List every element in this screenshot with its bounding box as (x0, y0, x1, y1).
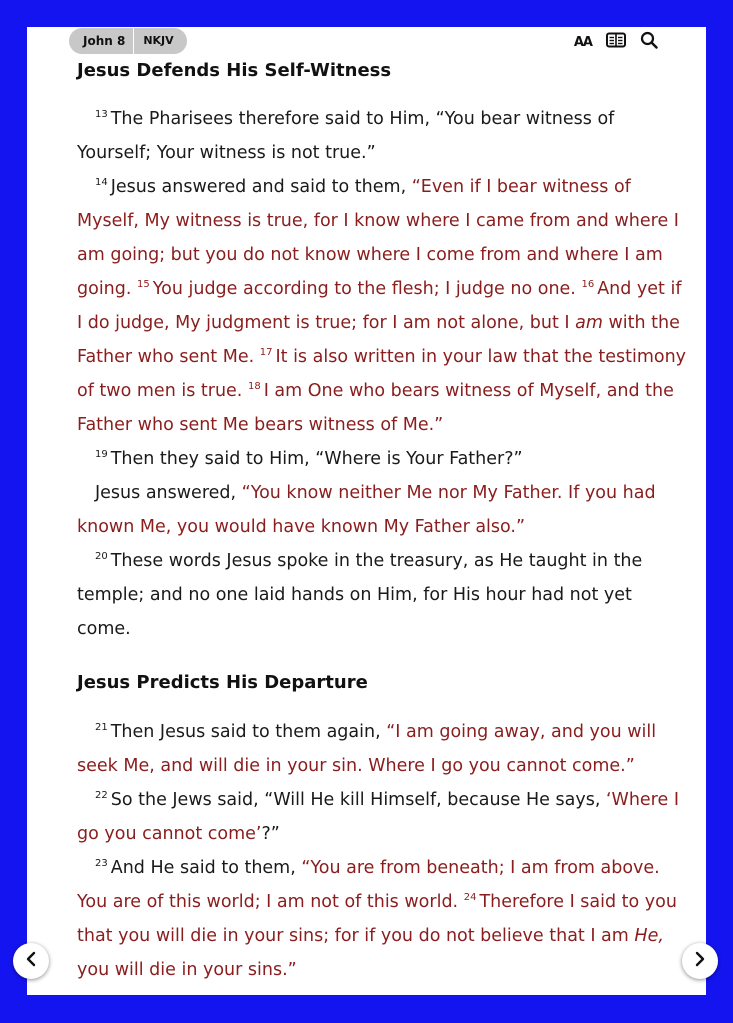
section-heading: Jesus Predicts His Departure (77, 672, 368, 693)
font-size-icon[interactable]: AA (573, 34, 592, 50)
passage-selector[interactable] (69, 28, 187, 54)
verse-number: 17 (259, 347, 273, 359)
verse-number: 14 (95, 177, 108, 189)
verse-line: go you cannot come’?” (77, 824, 280, 844)
verse-line: known Me, you would have known My Father also.” (77, 517, 526, 537)
verse-line: Myself, My witness is true, for I know where I came from and where I (77, 211, 679, 231)
verse-line: that you will die in your sins; for if you do not believe that I am He, (77, 926, 664, 946)
verse-line: Father who sent Me bears witness of Me.” (77, 415, 444, 435)
verse-line: Yourself; Your witness is not true.” (77, 143, 376, 163)
previous-chapter-button[interactable] (13, 943, 49, 979)
verse-line: $^{19}$ Then they said to Him, “Where is Your Father?” (95, 449, 523, 469)
verse-line: $^{14}$ Jesus answered and said to them, “Even if I bear witness of (95, 177, 631, 197)
verse-line: $^{21}$ Then Jesus said to them again, “I am going away, and you will (95, 722, 657, 742)
book-reader-icon[interactable] (606, 32, 626, 52)
reader-screen (27, 27, 706, 995)
verse-line: Father who sent Me. $^{17}$ It is also written in your law that the testimony (77, 347, 687, 367)
verse-number: 13 (95, 109, 108, 121)
version-button[interactable]: NKJV (143, 34, 174, 47)
section-heading: Jesus Defends His Self-Witness (77, 60, 392, 81)
verse-line: I do judge, My judgment is true; for I am not alone, but I am with the (77, 313, 680, 333)
verse-line: of two men is true. $^{18}$ I am One who bears witness of Myself, and the (77, 381, 674, 401)
verse-line: come. (77, 619, 131, 639)
verse-number: 19 (95, 449, 108, 461)
verse-line: $^{13}$ The Pharisees therefore said to Him, “You bear witness of (95, 109, 615, 129)
verse-line: you will die in your sins.” (77, 960, 297, 980)
verse-number: 24 (463, 892, 477, 904)
verse-line: seek Me, and will die in your sin. Where I go you cannot come.” (77, 756, 635, 776)
chevron-left-icon (25, 951, 37, 971)
top-toolbar (27, 27, 706, 59)
book-chapter-button[interactable]: John 8 (83, 34, 126, 48)
verse-number: 15 (137, 279, 150, 291)
verse-line: You are of this world; I am not of this world. $^{24}$ Therefore I said to you (77, 892, 677, 912)
verse-number: 22 (95, 790, 108, 802)
verse-number: 23 (95, 858, 108, 870)
verse-line: $^{20}$ These words Jesus spoke in the treasury, as He taught in the (95, 551, 643, 571)
next-chapter-button[interactable] (682, 943, 718, 979)
verse-number: 21 (95, 722, 108, 734)
verse-line: am going; but you do not know where I come from and where I am (77, 245, 663, 265)
verse-line: temple; and no one laid hands on Him, for His hour had not yet (77, 585, 632, 605)
verse-line: Jesus answered, “You know neither Me nor My Father. If you had (95, 483, 656, 503)
verse-line: $^{22}$ So the Jews said, “Will He kill Himself, because He says, ‘Where I (95, 790, 679, 810)
verse-number: 16 (581, 279, 595, 291)
chevron-right-icon (694, 951, 706, 971)
verse-line: going. $^{15}$ You judge according to the flesh; I judge no one. $^{16}$ And yet if (77, 279, 682, 299)
verse-number: 18 (247, 381, 261, 393)
search-icon[interactable] (640, 31, 658, 53)
toolbar-actions (574, 31, 658, 53)
verse-line: $^{23}$ And He said to them, “You are from beneath; I am from above. (95, 858, 660, 878)
verse-number: 20 (95, 551, 108, 563)
